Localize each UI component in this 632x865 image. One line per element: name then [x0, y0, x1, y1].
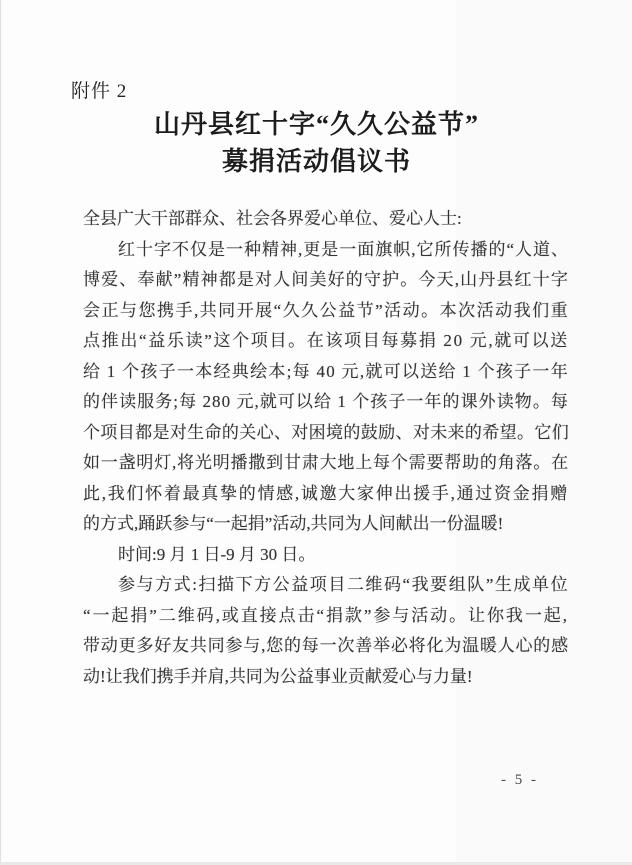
body-line: [83, 601, 569, 632]
document-title: [1, 106, 632, 180]
attachment-label: 附件 2: [71, 81, 128, 102]
document-title-line1: 山丹县红十字“久久公益节”: [153, 110, 479, 139]
body-line-text: 带动更多好友共同参与,您的每一次善举必将化为温暖人心的感: [83, 636, 569, 655]
body-line-text: 的伴读服务;每 280 元,就可以给 1 个孩子一年的课外读物。每: [83, 392, 569, 411]
body-line-text: 点推出“益乐读”这个项目。在该项目每募捐 20 元,就可以送: [83, 331, 569, 350]
body-line-text: 给 1 个孩子一本经典绘本;每 40 元,就可以送给 1 个孩子一年: [83, 361, 569, 381]
body-line: [83, 326, 569, 357]
body-line: [83, 296, 569, 327]
body-line: [83, 387, 569, 418]
body-line: [83, 235, 569, 266]
body-line-text: 时间:9 月 1 日-9 月 30 日。: [118, 544, 316, 564]
body-line: [83, 418, 569, 449]
body-line-text: “一起捐”二维码,或直接点击“捐款”参与活动。让你我一起,: [83, 605, 569, 625]
body-line-text: 的方式,踊跃参与“一起捐”活动,共同为人间献出一份温暖!: [83, 514, 504, 533]
body-line-text: 参与方式:扫描下方公益项目二维码“我要组队”生成单位: [118, 575, 570, 594]
body-line: [83, 662, 569, 693]
document-title-line2: 募捐活动倡议书: [221, 147, 411, 176]
document-body: [83, 204, 569, 692]
body-line-text: 动!让我们携手并肩,共同为公益事业贡献爱心与力量!: [83, 666, 473, 686]
salutation-line: [83, 204, 569, 235]
body-line: [83, 265, 569, 296]
salutation-text: 全县广大干部群众、社会各界爱心单位、爱心人士:: [83, 209, 462, 228]
body-line-text: 如一盏明灯,将光明播撒到甘肃大地上每个需要帮助的角落。在: [83, 453, 569, 472]
body-line-text: 红十字不仅是一种精神,更是一面旗帜,它所传播的“人道、: [118, 239, 570, 259]
body-line: [83, 570, 569, 601]
body-line-text: 此,我们怀着最真挚的情感,诚邀大家伸出援手,通过资金捐赠: [83, 483, 569, 503]
page-number: - 5 -: [501, 772, 539, 788]
body-line: [83, 448, 569, 479]
body-line-text: 会正与您携手,共同开展“久久公益节”活动。本次活动我们重: [83, 300, 570, 320]
body-line: [83, 357, 569, 388]
body-line: [83, 509, 569, 540]
body-line: [83, 631, 569, 662]
body-line: [83, 479, 569, 510]
body-line-text: 博爱、奉献”精神都是对人间美好的守护。今天,山丹县红十字: [83, 270, 569, 289]
body-line-text: 个项目都是对生命的关心、对困境的鼓励、对未来的希望。它们: [83, 422, 570, 442]
body-line: [83, 540, 569, 571]
